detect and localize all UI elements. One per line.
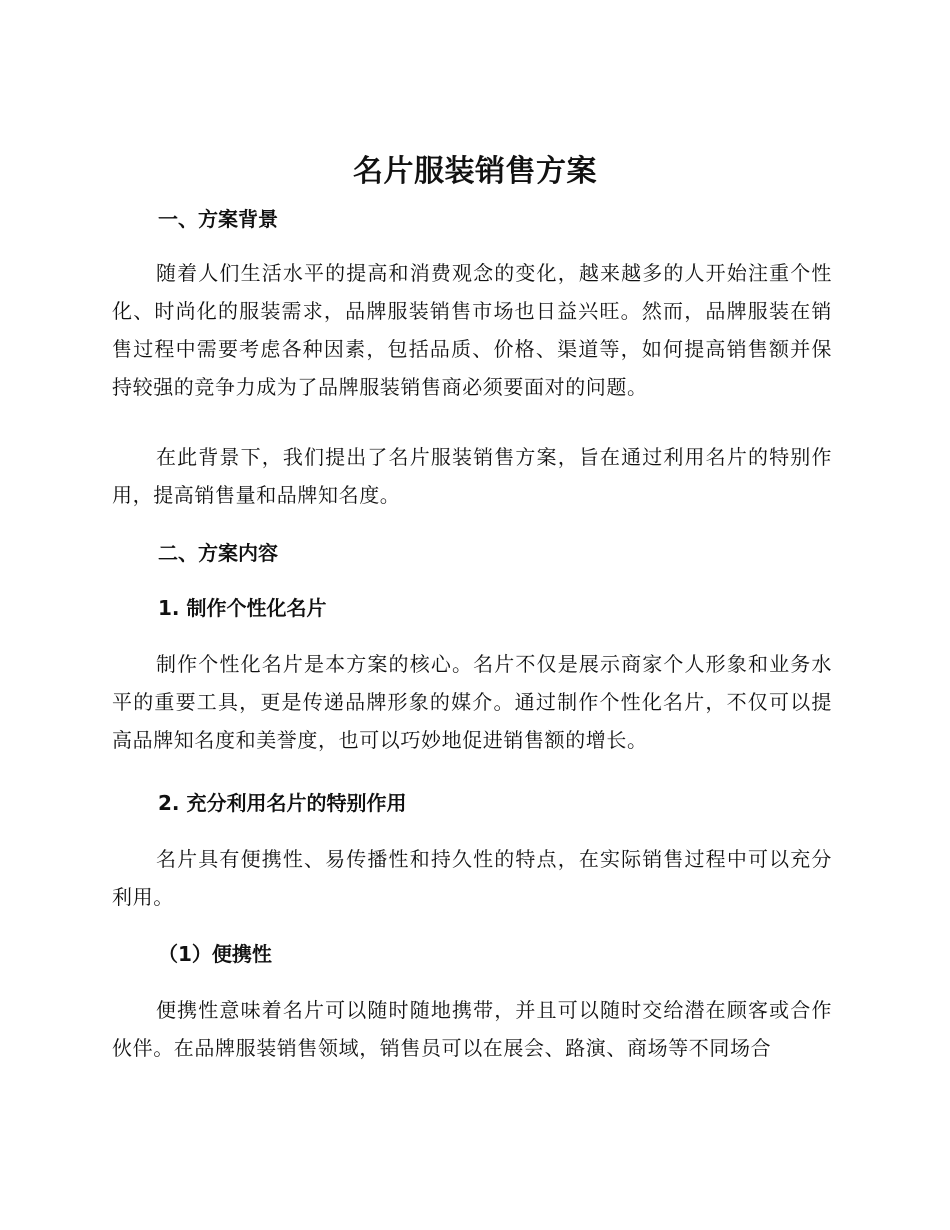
section-heading-background: 一、方案背景: [158, 207, 278, 231]
background-paragraph-2: 在此背景下，我们提出了名片服装销售方案，旨在通过利用名片的特别作用，提高销售量和品牌知名度。: [112, 445, 832, 507]
subsection-2-paragraph: 名片具有便携性、易传播性和持久性的特点，在实际销售过程中可以充分利用。: [112, 847, 832, 909]
document-title: 名片服装销售方案: [353, 154, 597, 189]
subsection-heading-1: 1. 制作个性化名片: [158, 596, 327, 620]
item-heading-portability: （1）便携性: [158, 942, 272, 966]
subsection-heading-2: 2. 充分利用名片的特别作用: [158, 791, 407, 815]
section-heading-content: 二、方案内容: [158, 541, 278, 565]
portability-paragraph: 便携性意味着名片可以随时随地携带，并且可以随时交给潜在顾客或合作伙伴。在品牌服装销售领域，销售员可以在展会、路演、商场等不同场合: [112, 998, 832, 1060]
subsection-1-paragraph: 制作个性化名片是本方案的核心。名片不仅是展示商家个人形象和业务水平的重要工具，更是传递品牌形象的媒介。通过制作个性化名片，不仅可以提高品牌知名度和美誉度，也可以巧妙地促进销售额的增长。: [112, 652, 832, 752]
background-paragraph-1: 随着人们生活水平的提高和消费观念的变化，越来越多的人开始注重个性化、时尚化的服装需求，品牌服装销售市场也日益兴旺。然而，品牌服装在销售过程中需要考虑各种因素，包括品质、价格、渠道等，如何提高销售额并保持较强的竞争力成为了品牌服装销售商必须要面对的问题。: [112, 261, 832, 399]
